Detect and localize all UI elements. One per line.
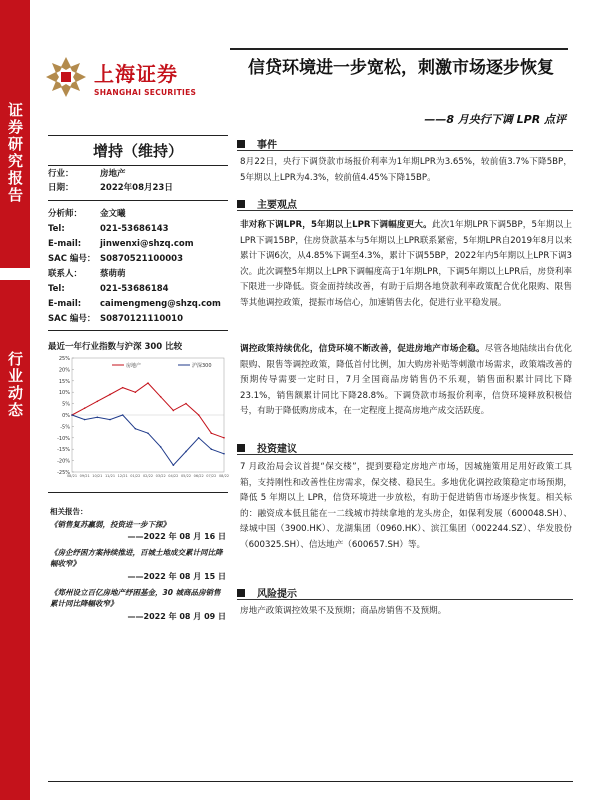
date-label: 日期： bbox=[48, 183, 74, 193]
chart-x-tick-label: 07/22 bbox=[206, 474, 217, 478]
analyst-tel-row bbox=[48, 222, 228, 236]
related-report-title[interactable]: 《销售复苏羸弱，投资进一步下探》 bbox=[50, 520, 170, 529]
section-title: 主要观点 bbox=[257, 200, 297, 211]
date-row bbox=[48, 181, 228, 195]
chart-point bbox=[84, 407, 86, 409]
analyst-email-row bbox=[48, 237, 228, 251]
analyst-email[interactable]: jinwenxi@shzq.com bbox=[100, 239, 194, 249]
chart-x-tick-label: 12/21 bbox=[117, 474, 128, 478]
analyst-row bbox=[48, 207, 228, 221]
section-rule bbox=[237, 210, 573, 211]
chart-legend-label: 沪深300 bbox=[192, 363, 212, 369]
chart-point bbox=[198, 414, 200, 416]
side-strip-break bbox=[0, 268, 30, 280]
sac-label: SAC 编号： bbox=[48, 314, 96, 324]
contact-sac: S0870121110010 bbox=[100, 314, 184, 324]
chart-point bbox=[135, 428, 137, 430]
side-label-report: 证券研究报告 bbox=[6, 102, 24, 204]
sac-label: SAC 编号： bbox=[48, 254, 96, 264]
chart-point bbox=[122, 414, 124, 416]
chart-x-tick-label: 06/22 bbox=[193, 474, 204, 478]
related-report-title[interactable]: 《房企纾困方案持续推进，百城土地成交累计同比降幅收窄》 bbox=[50, 548, 223, 568]
analyst-sac: S0870521100003 bbox=[100, 254, 184, 264]
section-advice-heading bbox=[237, 440, 297, 455]
analyst-label: 分析师： bbox=[48, 209, 83, 219]
chart-legend-label: 房地产 bbox=[126, 363, 142, 369]
chart-point bbox=[122, 387, 124, 389]
section-risk-heading bbox=[237, 585, 297, 600]
related-heading: 相关报告： bbox=[50, 507, 88, 516]
date-value: 2022年08月23日 bbox=[100, 183, 173, 193]
chart-point bbox=[71, 414, 73, 416]
related-report-date: ——2022 年 08 月 09 日 bbox=[127, 612, 226, 621]
section-bullet-icon bbox=[237, 444, 245, 452]
chart-x-tick-label: 10/21 bbox=[92, 474, 103, 478]
chart-x-tick-label: 04/22 bbox=[168, 474, 179, 478]
contact-name: 蔡萌萌 bbox=[100, 269, 126, 279]
chart-point bbox=[185, 451, 187, 453]
chart-point bbox=[135, 391, 137, 393]
tel-label: Tel: bbox=[48, 284, 65, 294]
views-text-2: 尽管各地陆续出台优化限购、限售等调控政策，降低首付比例，加大购房补贴等刺激市场需求，政策端改善的预期传导需要一定时日，7月全国商品房销售仍不乐观，销售面积累计同比下降23.1%，销售额累计同比下降28.8%。下调贷款市场报价利率，信贷环境释放积极信号，有助于降低购房成本，在一定程度上提高房地产成交活跃度。 bbox=[240, 344, 572, 416]
views-lead-1: 非对称下调LPR，5年期以上LPR下调幅度更大。 bbox=[240, 220, 432, 230]
email-label: E-mail: bbox=[48, 239, 82, 249]
chart-y-tick-label: 15% bbox=[58, 378, 70, 385]
views-paragraph-1 bbox=[240, 218, 572, 311]
report-title: 信贷环境进一步宽松，刺激市场逐步恢复 bbox=[248, 58, 554, 78]
chart-y-tick-label: 0% bbox=[62, 413, 70, 419]
chart-x-tick-label: 02/22 bbox=[142, 474, 154, 478]
brand-name-cn: 上海证券 bbox=[94, 61, 178, 86]
industry-row bbox=[48, 167, 228, 181]
chart-point bbox=[198, 437, 200, 439]
contact-email[interactable]: caimengmeng@shzq.com bbox=[100, 299, 221, 309]
related-report-title[interactable]: 《郑州设立百亿房地产纾困基金，30 城商品房销售累计同比降幅收窄》 bbox=[50, 588, 221, 608]
rating-box: 增持（维持） bbox=[48, 135, 228, 166]
contact-email-row bbox=[48, 297, 228, 311]
report-subtitle: ——8 月央行下调 LPR 点评 bbox=[424, 113, 566, 126]
views-text-1: 此次1年期LPR下调5BP，5年期以上LPR下调15BP，住房贷款基本与5年期以上LPR联系紧密，5年期LPR自2019年8月以来累计下调6次，从4.85%下调至4.3%，累计下调55BP，2022年内5年期以上LPR下调3次。此次调整5年期以上LPR下调幅度高于1年期LPR，下调5年期以上LPR后，房贷利率下限进一步降低。资金面持续改善，有助于后期各地贷款利率政策配合优化限购、限售等其他调控政策，提振市场信心，加速销售去化，促进行业平稳发展。 bbox=[240, 220, 572, 308]
chart-point bbox=[173, 410, 175, 412]
risk-text: 房地产政策调控效果不及预期；商品房销售不及预期。 bbox=[240, 606, 447, 616]
chart-y-tick-label: 10% bbox=[58, 390, 70, 397]
chart-point bbox=[211, 432, 213, 434]
section-bullet-icon bbox=[237, 140, 245, 148]
industry-value: 房地产 bbox=[100, 169, 126, 179]
chart-y-tick-label: -20% bbox=[57, 458, 70, 465]
section-views-heading bbox=[237, 196, 297, 211]
chart-point bbox=[97, 416, 99, 418]
views-paragraph-2 bbox=[240, 342, 572, 420]
contact-tel-row bbox=[48, 282, 228, 296]
chart-series-line bbox=[72, 415, 224, 465]
chart-x-tick-label: 05/22 bbox=[180, 474, 192, 478]
views-lead-2: 调控政策持续优化，信贷环境不断改善，促进房地产市场企稳。 bbox=[240, 344, 485, 354]
contact-row bbox=[48, 267, 228, 281]
section-bullet-icon bbox=[237, 200, 245, 208]
chart-y-tick-label: -5% bbox=[60, 424, 70, 431]
section-title: 投资建议 bbox=[257, 444, 297, 455]
advice-text: 7 月政治局会议首提“保交楼”，提到要稳定房地产市场，因城施策用足用好政策工具箱，支持刚性和改善性住房需求，保交楼、稳民生。多地优化调控政策稳定市场预期，降低 5 年期以上 LPR，信贷环境进一步放松，有助于促进销售市场逐步恢复。相关标的：融资成本低且能在一二线城市持续拿地的龙头房企，如保利发展（600048.SH）、绿城中国（3900.HK）、龙湖集团（0960.HK）、滨江集团（002244.SZ）、华发股份（600325.SH）、信达地产（600657.SH）等。 bbox=[240, 462, 572, 550]
chart-point bbox=[211, 448, 213, 450]
chart-point bbox=[185, 403, 187, 405]
industry-label: 行业： bbox=[48, 169, 74, 179]
divider bbox=[48, 492, 228, 493]
chart-x-tick-label: 11/21 bbox=[104, 474, 116, 478]
chart-y-tick-label: -25% bbox=[57, 470, 70, 476]
contact-sac-row bbox=[48, 312, 228, 326]
section-rule bbox=[237, 454, 573, 455]
chart-title: 最近一年行业指数与沪深 300 比较 bbox=[48, 342, 183, 352]
chart-point bbox=[147, 382, 149, 384]
chart-point bbox=[147, 432, 149, 434]
section-rule bbox=[237, 599, 573, 600]
contact-tel: 021-53686184 bbox=[100, 284, 169, 294]
chart-x-tick-label: 01/22 bbox=[130, 474, 141, 478]
chart-point bbox=[160, 396, 162, 398]
section-title: 事件 bbox=[257, 140, 277, 151]
chart-y-tick-label: -15% bbox=[57, 447, 70, 454]
chart-y-tick-label: 5% bbox=[62, 401, 70, 408]
chart-point bbox=[109, 419, 111, 421]
brand-name-en: SHANGHAI SECURITIES bbox=[94, 87, 197, 97]
analyst-sac-row bbox=[48, 252, 228, 266]
email-label: E-mail: bbox=[48, 299, 82, 309]
brand-logo bbox=[44, 52, 224, 102]
chart-y-tick-label: -10% bbox=[57, 435, 70, 442]
chart-x-tick-label: 03/22 bbox=[155, 474, 166, 478]
related-report-date: ——2022 年 08 月 15 日 bbox=[127, 572, 226, 581]
chart-point bbox=[84, 419, 86, 421]
section-title: 风险提示 bbox=[257, 589, 297, 600]
analyst-tel: 021-53686143 bbox=[100, 224, 169, 234]
related-report-date: ——2022 年 08 月 16 日 bbox=[127, 532, 226, 541]
analyst-name: 金文曦 bbox=[100, 209, 126, 219]
section-rule bbox=[237, 150, 573, 151]
divider bbox=[48, 330, 228, 331]
chart-x-tick-label: 08/22 bbox=[218, 474, 230, 478]
chart-y-tick-label: 20% bbox=[58, 367, 70, 374]
chart-point bbox=[109, 394, 111, 396]
chart-point bbox=[160, 446, 162, 448]
event-text: 8月22日，央行下调贷款市场报价利率为1年期LPR为3.65%，较前值3.7%下降5BP，5年期以上LPR为4.3%，较前值4.45%下降15BP。 bbox=[240, 157, 572, 183]
chart-point bbox=[173, 464, 175, 466]
section-event-heading bbox=[237, 136, 277, 151]
chart-y-tick-label: 25% bbox=[58, 356, 70, 362]
chart-x-tick-label: 09/21 bbox=[79, 474, 90, 478]
logo-mark-icon bbox=[44, 55, 88, 99]
footer-rule bbox=[48, 781, 573, 782]
header-rule bbox=[230, 48, 568, 50]
index-comparison-chart bbox=[48, 354, 228, 479]
tel-label: Tel: bbox=[48, 224, 65, 234]
chart-point bbox=[223, 437, 225, 439]
chart-point bbox=[97, 401, 99, 403]
chart-series-line bbox=[72, 383, 224, 438]
side-label-industry: 行业动态 bbox=[6, 351, 24, 419]
divider bbox=[48, 200, 228, 201]
chart-x-tick-label: 08/21 bbox=[66, 474, 78, 478]
section-bullet-icon bbox=[237, 589, 245, 597]
chart-point bbox=[223, 453, 225, 455]
contact-label: 联系人： bbox=[48, 269, 83, 279]
